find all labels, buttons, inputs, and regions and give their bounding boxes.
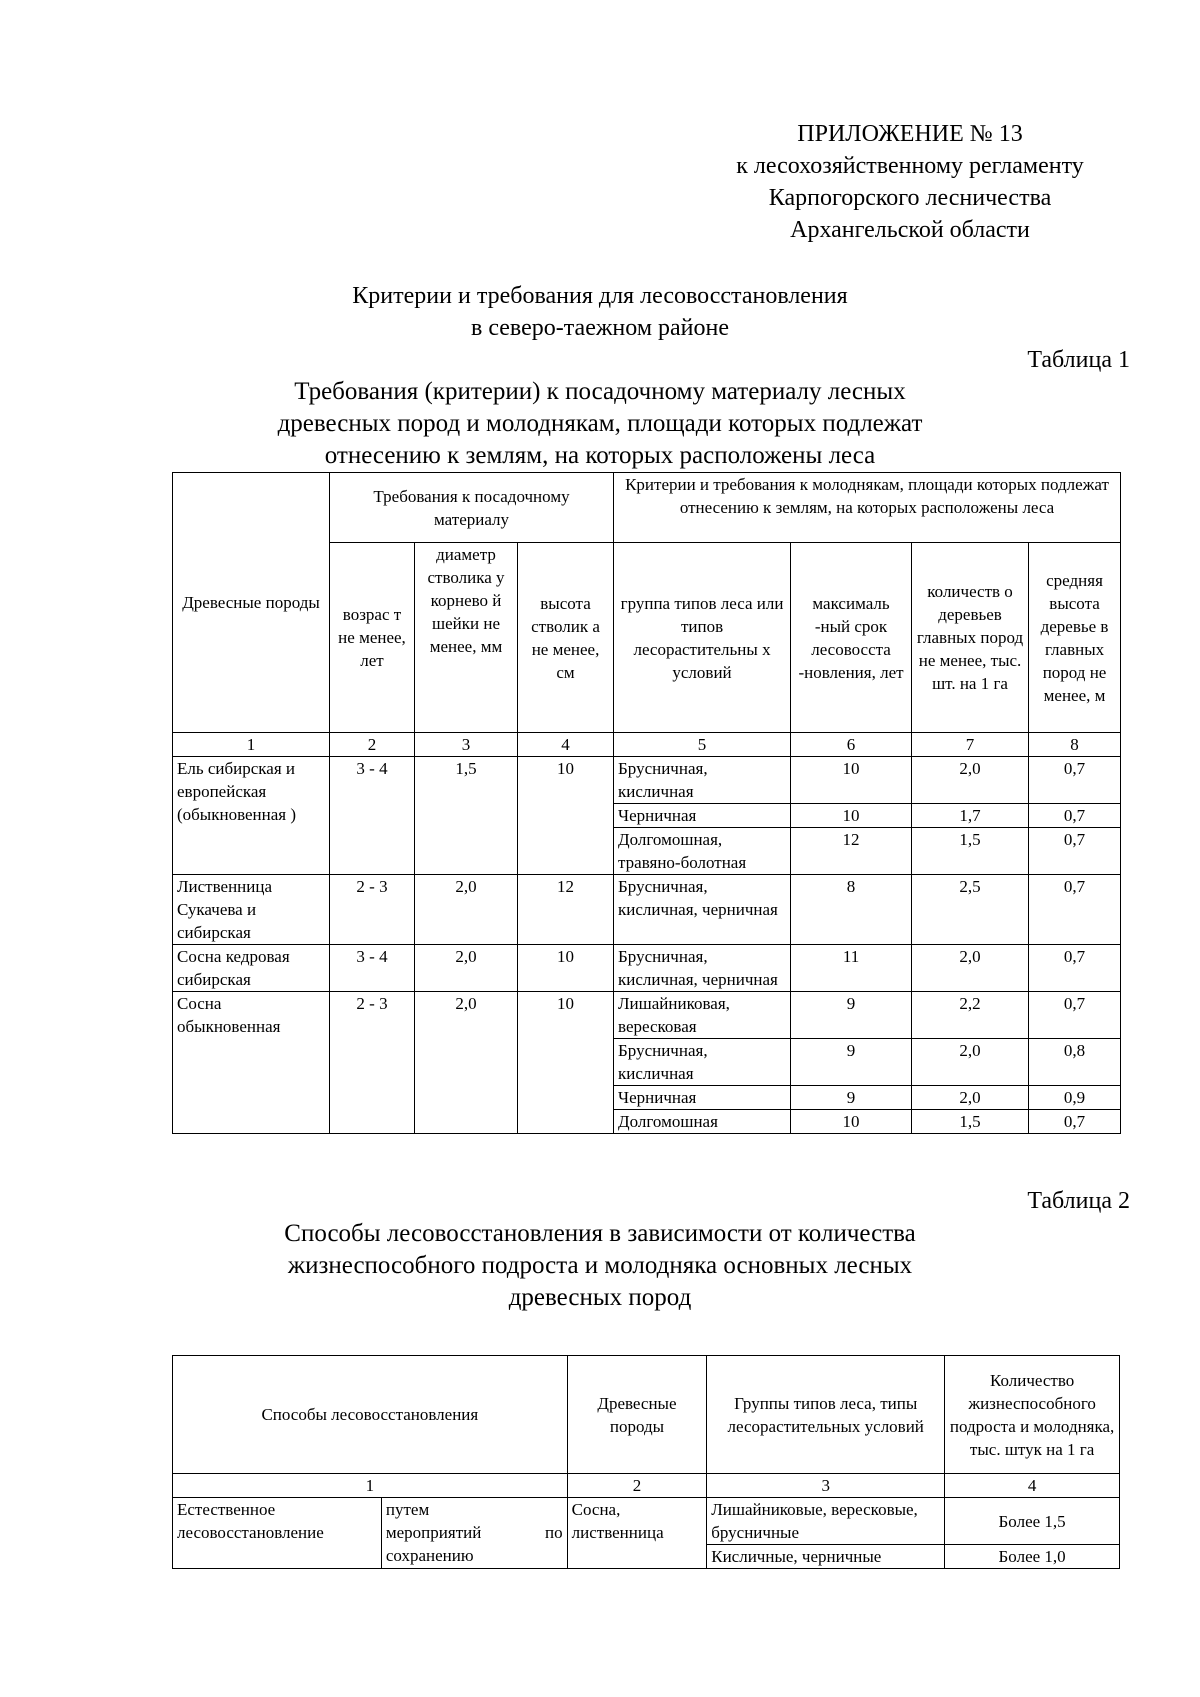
avg-height-cell: 0,7	[1029, 992, 1121, 1039]
forest-type-cell: Черничная	[614, 1086, 791, 1110]
age-cell: 3 - 4	[330, 757, 415, 875]
column-number: 1	[173, 1474, 568, 1498]
column-number: 7	[912, 733, 1029, 757]
header-age: возрас т не менее, лет	[330, 543, 415, 733]
column-number: 2	[567, 1474, 707, 1498]
table-row	[173, 1498, 1120, 1545]
header-avg-height: средняя высота деревье в главных пород не менее, м	[1029, 543, 1121, 733]
sub-method-word: сохранению	[385, 1546, 474, 1565]
max-term-cell: 9	[791, 992, 912, 1039]
table-row	[173, 757, 1121, 804]
forest-type-cell: Черничная	[614, 804, 791, 828]
species-cell: Сосна кедровая сибирская	[173, 945, 330, 992]
table2-caption	[170, 1218, 1030, 1314]
title-line: в северо-таежном районе	[471, 315, 729, 341]
sub-method-first-word: путем	[385, 1500, 430, 1519]
appendix-line: Архангельской области	[790, 217, 1030, 243]
header-forest-types: Группы типов леса, типы лесорастительных условий	[707, 1356, 945, 1474]
column-number: 1	[173, 733, 330, 757]
header-species: Древесные породы	[567, 1356, 707, 1474]
column-number: 6	[791, 733, 912, 757]
quantity-cell: Более 1,5	[945, 1498, 1120, 1545]
document-title	[155, 280, 1045, 344]
caption-line: отнесению к землям, на которых расположены леса	[324, 442, 876, 469]
tree-count-cell: 2,2	[912, 992, 1029, 1039]
column-number: 8	[1029, 733, 1121, 757]
height-cell: 12	[518, 875, 614, 945]
table-row	[173, 992, 1121, 1039]
sub-method-word: по	[545, 1523, 563, 1542]
table1-caption	[170, 376, 1030, 472]
column-number: 2	[330, 733, 415, 757]
caption-line: Способы лесовосстановления в зависимости от количества	[284, 1220, 916, 1247]
avg-height-cell: 0,7	[1029, 757, 1121, 804]
species-cell: Лиственница Сукачева и сибирская	[173, 875, 330, 945]
forest-type-cell: Лишайниковая, вересковая	[614, 992, 791, 1039]
avg-height-cell: 0,9	[1029, 1086, 1121, 1110]
tree-count-cell: 2,0	[912, 1086, 1029, 1110]
age-cell: 2 - 3	[330, 875, 415, 945]
max-term-cell: 11	[791, 945, 912, 992]
avg-height-cell: 0,7	[1029, 875, 1121, 945]
column-number: 5	[614, 733, 791, 757]
avg-height-cell: 0,7	[1029, 1110, 1121, 1134]
table2-number: Таблица 2	[1027, 1188, 1130, 1214]
column-numbers-row	[173, 1474, 1120, 1498]
header-planting-material: Требования к посадочному материалу	[330, 473, 614, 543]
species-cell: Сосна, лиственница	[567, 1498, 707, 1569]
header-forest-type: группа типов леса или типов лесорастительны х условий	[614, 543, 791, 733]
sub-method-word: мероприятий	[385, 1523, 482, 1542]
method-cell: Естественное лесовосстановление	[173, 1498, 382, 1569]
header-quantity: Количество жизнеспособного подроста и молодняка, тыс. штук на 1 га	[945, 1356, 1120, 1474]
diameter-cell: 2,0	[415, 945, 518, 992]
caption-line: Требования (критерии) к посадочному материалу лесных	[294, 378, 906, 405]
age-cell: 2 - 3	[330, 992, 415, 1134]
sub-method-justified-line	[386, 1521, 563, 1544]
max-term-cell: 9	[791, 1039, 912, 1086]
forest-type-cell: Долгомошная	[614, 1110, 791, 1134]
header-species: Древесные породы	[173, 473, 330, 733]
column-numbers-row	[173, 733, 1121, 757]
quantity-cell: Более 1,0	[945, 1545, 1120, 1569]
max-term-cell: 12	[791, 828, 912, 875]
caption-line: жизнеспособного подроста и молодняка основных лесных	[287, 1252, 913, 1279]
title-line: Критерии и требования для лесовосстановления	[352, 283, 848, 309]
diameter-cell: 2,0	[415, 992, 518, 1134]
height-cell: 10	[518, 945, 614, 992]
tree-count-cell: 2,0	[912, 1039, 1029, 1086]
avg-height-cell: 0,7	[1029, 828, 1121, 875]
column-number: 4	[518, 733, 614, 757]
forest-type-cell: Долгомошная, травяно-болотная	[614, 828, 791, 875]
forest-type-cell: Кисличные, черничные	[707, 1545, 945, 1569]
header-max-term: максималь -ный срок лесовосста -новления, лет	[791, 543, 912, 733]
max-term-cell: 10	[791, 1110, 912, 1134]
height-cell: 10	[518, 757, 614, 875]
header-young-stands: Критерии и требования к молоднякам, площади которых подлежат отнесению к землям, на которых расположены леса	[614, 473, 1121, 543]
appendix-number: ПРИЛОЖЕНИЕ № 13	[797, 121, 1023, 147]
table1-number: Таблица 1	[1027, 347, 1130, 373]
column-number: 3	[415, 733, 518, 757]
tree-count-cell: 2,0	[912, 757, 1029, 804]
diameter-cell: 2,0	[415, 875, 518, 945]
avg-height-cell: 0,7	[1029, 945, 1121, 992]
age-cell: 3 - 4	[330, 945, 415, 992]
tree-count-cell: 2,5	[912, 875, 1029, 945]
table2-methods	[172, 1355, 1120, 1569]
forest-type-cell: Брусничная, кисличная	[614, 757, 791, 804]
species-cell: Ель сибирская и европейская (обыкновенная )	[173, 757, 330, 875]
tree-count-cell: 2,0	[912, 945, 1029, 992]
sub-method-cell	[381, 1498, 567, 1569]
column-number: 4	[945, 1474, 1120, 1498]
caption-line: древесных пород	[508, 1284, 692, 1311]
column-number: 3	[707, 1474, 945, 1498]
table-row	[173, 945, 1121, 992]
header-diameter: диаметр стволика у корнево й шейки не менее, мм	[415, 543, 518, 733]
forest-type-cell: Брусничная, кисличная, черничная	[614, 875, 791, 945]
tree-count-cell: 1,5	[912, 1110, 1029, 1134]
max-term-cell: 10	[791, 757, 912, 804]
forest-type-cell: Лишайниковые, вересковые, брусничные	[707, 1498, 945, 1545]
table1-criteria	[172, 472, 1121, 1134]
header-height: высота стволик а не менее, см	[518, 543, 614, 733]
appendix-line: к лесохозяйственному регламенту	[736, 153, 1084, 179]
header-methods: Способы лесовосстановления	[173, 1356, 568, 1474]
tree-count-cell: 1,5	[912, 828, 1029, 875]
forest-type-cell: Брусничная, кисличная, черничная	[614, 945, 791, 992]
forest-type-cell: Брусничная, кисличная	[614, 1039, 791, 1086]
diameter-cell: 1,5	[415, 757, 518, 875]
appendix-header	[620, 118, 1200, 246]
table-row	[173, 875, 1121, 945]
max-term-cell: 9	[791, 1086, 912, 1110]
caption-line: древесных пород и молоднякам, площади которых подлежат	[277, 410, 923, 437]
avg-height-cell: 0,8	[1029, 1039, 1121, 1086]
avg-height-cell: 0,7	[1029, 804, 1121, 828]
height-cell: 10	[518, 992, 614, 1134]
max-term-cell: 10	[791, 804, 912, 828]
max-term-cell: 8	[791, 875, 912, 945]
species-cell: Сосна обыкновенная	[173, 992, 330, 1134]
header-tree-count: количеств о деревьев главных пород не менее, тыс. шт. на 1 га	[912, 543, 1029, 733]
appendix-line: Карпогорского лесничества	[768, 185, 1052, 211]
tree-count-cell: 1,7	[912, 804, 1029, 828]
